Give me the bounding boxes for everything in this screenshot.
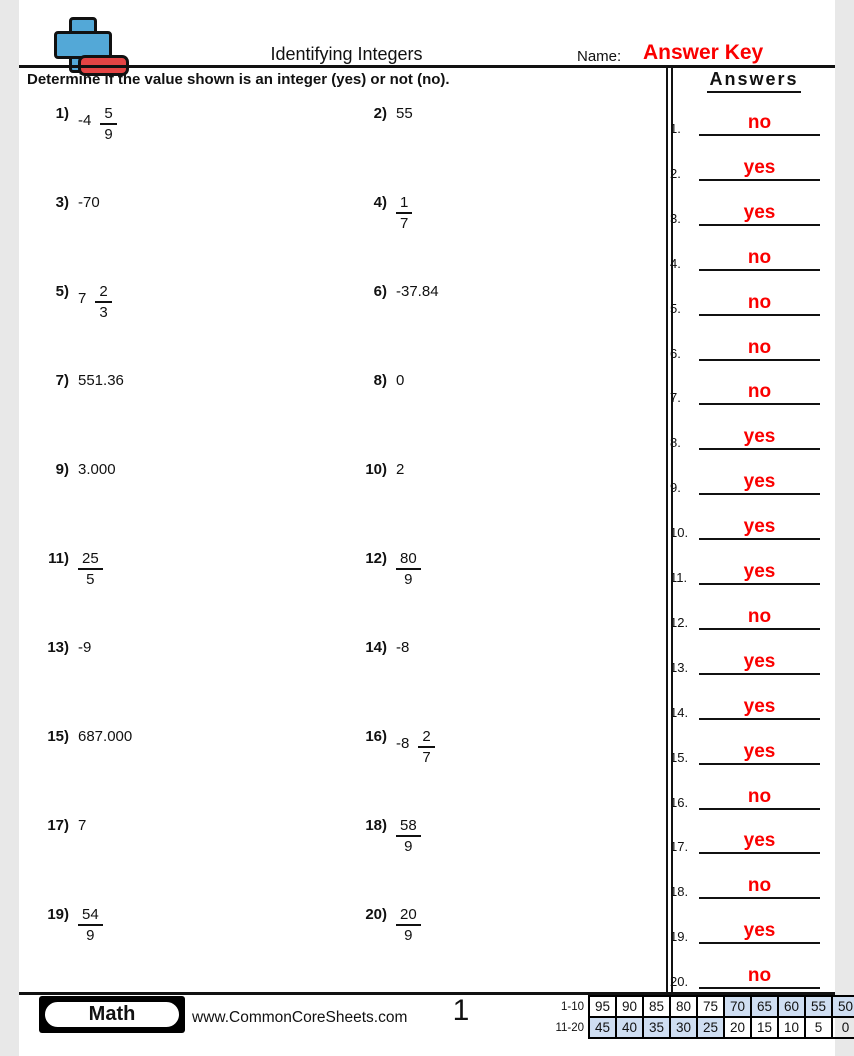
answer-number: 3. (670, 211, 681, 226)
fraction (396, 194, 412, 232)
answer-number: 10. (670, 525, 689, 540)
answer-value: yes (743, 516, 776, 537)
problem-value: -8 (396, 639, 410, 656)
problem-3 (39, 194, 100, 211)
answer-blank-line (699, 697, 820, 720)
grade-cell: 25 (697, 1017, 724, 1038)
grade-cell: 60 (778, 996, 805, 1017)
answer-number: 7. (670, 390, 681, 405)
answer-row-12 (670, 607, 820, 630)
problem-number: 5) (55, 283, 69, 300)
answer-value: yes (743, 202, 776, 223)
answer-value: no (747, 112, 772, 133)
answer-value: yes (743, 741, 776, 762)
fraction-denominator: 9 (404, 838, 413, 855)
problem-number: 18) (365, 817, 387, 834)
answer-blank-line (699, 517, 820, 540)
grade-cell: 75 (697, 996, 724, 1017)
answer-blank-line (699, 876, 820, 899)
fraction (95, 283, 111, 321)
answer-blank-line (699, 203, 820, 226)
problem-8 (357, 372, 404, 389)
answer-number: 14. (670, 705, 689, 720)
answer-value: no (747, 337, 772, 358)
problem-value: 687.000 (78, 728, 133, 745)
website-url: www.CommonCoreSheets.com (192, 1009, 408, 1026)
grade-cell: 30 (670, 1017, 697, 1038)
answer-value: yes (743, 561, 776, 582)
answer-row-4 (670, 248, 820, 271)
answer-value: yes (743, 651, 776, 672)
problem-5 (39, 283, 112, 321)
problem-18 (357, 817, 421, 855)
answer-blank-line (699, 787, 820, 810)
answer-blank-line (699, 293, 820, 316)
answer-value: no (747, 606, 772, 627)
problem-value: 55 (396, 105, 413, 122)
problem-14 (357, 639, 409, 656)
problem-20 (357, 906, 421, 944)
problem-number: 9) (55, 461, 69, 478)
problem-17 (39, 817, 86, 834)
grade-row-2 (547, 1017, 854, 1038)
grade-table (547, 995, 854, 1039)
answer-row-8 (670, 427, 820, 450)
answer-blank-line (699, 158, 820, 181)
fraction (78, 550, 103, 588)
problem-11 (39, 550, 103, 588)
answer-row-16 (670, 787, 820, 810)
grade-row-label: 1-10 (560, 1000, 584, 1013)
mixed-number-whole: 7 (78, 290, 87, 307)
fraction-numerator: 25 (78, 550, 103, 570)
answer-row-2 (670, 158, 820, 181)
grade-cell: 0 (832, 1017, 854, 1038)
grade-cell: 55 (805, 996, 832, 1017)
problem-number: 11) (48, 550, 69, 567)
problem-10 (357, 461, 404, 478)
fraction-numerator: 2 (95, 283, 111, 303)
answer-blank-line (699, 652, 820, 675)
answers-heading (674, 69, 834, 93)
answers-heading-text: Answers (707, 69, 800, 93)
problem-number: 6) (373, 283, 387, 300)
answer-number: 20. (670, 974, 689, 989)
grade-cell: 40 (616, 1017, 643, 1038)
grade-cell: 15 (751, 1017, 778, 1038)
problem-9 (39, 461, 116, 478)
answer-value: no (747, 875, 772, 896)
answer-number: 17. (670, 839, 689, 854)
header-divider-line (19, 65, 835, 68)
fraction-denominator: 9 (404, 571, 413, 588)
problem-value: -9 (78, 639, 92, 656)
answer-value: no (747, 381, 772, 402)
subject-badge-label: Math (43, 1000, 181, 1029)
answer-blank-line (699, 562, 820, 585)
answer-number: 13. (670, 660, 689, 675)
name-value-answer-key: Answer Key (643, 41, 764, 64)
problem-12 (357, 550, 421, 588)
answer-value: no (747, 247, 772, 268)
answer-blank-line (699, 427, 820, 450)
answer-row-3 (670, 203, 820, 226)
answer-number: 9. (670, 480, 681, 495)
problem-13 (39, 639, 91, 656)
answer-row-18 (670, 876, 820, 899)
problem-number: 15) (47, 728, 69, 745)
answer-row-7 (670, 382, 820, 405)
problem-number: 1) (55, 105, 69, 122)
answer-value: no (747, 292, 772, 313)
answer-number: 11. (670, 570, 688, 585)
answer-value: yes (743, 157, 776, 178)
answer-blank-line (699, 607, 820, 630)
fraction-numerator: 54 (78, 906, 103, 926)
answer-number: 2. (670, 166, 681, 181)
problem-number: 2) (373, 105, 387, 122)
answer-value: yes (743, 830, 776, 851)
problem-value: 0 (396, 372, 405, 389)
worksheet-title: Identifying Integers (270, 44, 423, 64)
answer-row-15 (670, 742, 820, 765)
answer-blank-line (699, 338, 820, 361)
problem-number: 17) (47, 817, 69, 834)
fraction-denominator: 7 (422, 749, 431, 766)
answer-blank-line (699, 831, 820, 854)
problem-number: 20) (365, 906, 387, 923)
problem-19 (39, 906, 103, 944)
answer-row-1 (670, 113, 820, 136)
fraction-numerator: 20 (396, 906, 421, 926)
answer-value: no (747, 786, 772, 807)
answer-number: 5. (670, 301, 681, 316)
problem-number: 10) (365, 461, 387, 478)
fraction (396, 550, 421, 588)
answer-number: 1. (670, 121, 681, 136)
fraction-numerator: 1 (396, 194, 412, 214)
answer-blank-line (699, 472, 820, 495)
fraction-numerator: 80 (396, 550, 421, 570)
problem-value: 2 (396, 461, 405, 478)
name-label: Name: (577, 48, 622, 65)
answer-row-10 (670, 517, 820, 540)
answer-row-19 (670, 921, 820, 944)
answer-blank-line (699, 382, 820, 405)
instruction-text: Determine if the value shown is an integer (yes) or not (no). (27, 71, 450, 88)
fraction (396, 906, 421, 944)
answer-row-17 (670, 831, 820, 854)
grade-cell: 85 (643, 996, 670, 1017)
problem-value: -70 (78, 194, 100, 211)
problem-value: -37.84 (396, 283, 439, 300)
problem-number: 8) (373, 372, 387, 389)
answer-row-6 (670, 338, 820, 361)
fraction (418, 728, 434, 766)
answer-value: no (747, 965, 772, 986)
answers-divider-line-outer (666, 68, 668, 993)
grade-cell: 90 (616, 996, 643, 1017)
answer-blank-line (699, 248, 820, 271)
problem-number: 13) (47, 639, 69, 656)
worksheet-page (19, 0, 854, 1056)
fraction-denominator: 9 (104, 126, 113, 143)
problem-2 (357, 105, 413, 122)
mixed-number-whole: -4 (78, 112, 92, 129)
fraction (78, 906, 103, 944)
fraction-denominator: 3 (99, 304, 108, 321)
answer-blank-line (699, 966, 820, 989)
answer-row-20 (670, 966, 820, 989)
answer-value: yes (743, 471, 776, 492)
fraction (396, 817, 421, 855)
problem-number: 7) (55, 372, 69, 389)
fraction-denominator: 7 (400, 215, 409, 232)
grade-cell: 5 (805, 1017, 832, 1038)
answer-blank-line (699, 921, 820, 944)
problem-number: 19) (47, 906, 69, 923)
fraction-denominator: 5 (86, 571, 95, 588)
mixed-number-whole: -8 (396, 735, 410, 752)
answer-value: yes (743, 696, 776, 717)
fraction-numerator: 5 (100, 105, 116, 125)
grade-cell: 70 (724, 996, 751, 1017)
problem-number: 12) (365, 550, 387, 567)
grade-row-1 (547, 996, 854, 1017)
subject-badge (39, 996, 185, 1033)
answer-row-11 (670, 562, 820, 585)
problem-15 (39, 728, 132, 745)
answer-blank-line (699, 113, 820, 136)
grade-row-label: 11-20 (555, 1021, 584, 1034)
problem-number: 4) (373, 194, 387, 211)
answer-blank-line (699, 742, 820, 765)
problem-value: 551.36 (78, 372, 124, 389)
answer-number: 16. (670, 795, 689, 810)
answer-number: 12. (670, 615, 689, 630)
grade-cell: 45 (589, 1017, 616, 1038)
answer-row-5 (670, 293, 820, 316)
problem-value: 3.000 (78, 461, 116, 478)
answer-number: 6. (670, 346, 681, 361)
answer-row-14 (670, 697, 820, 720)
fraction-denominator: 9 (404, 927, 413, 944)
problem-16 (357, 728, 435, 766)
answer-row-13 (670, 652, 820, 675)
grade-cell: 20 (724, 1017, 751, 1038)
problem-1 (39, 105, 117, 143)
page-number: 1 (452, 994, 470, 1027)
fraction-numerator: 58 (396, 817, 421, 837)
problem-number: 16) (365, 728, 387, 745)
grade-cell: 10 (778, 1017, 805, 1038)
grade-cell: 80 (670, 996, 697, 1017)
answer-value: yes (743, 426, 776, 447)
problem-number: 14) (365, 639, 387, 656)
answer-row-9 (670, 472, 820, 495)
answer-number: 8. (670, 435, 681, 450)
problem-6 (357, 283, 439, 300)
answer-number: 18. (670, 884, 689, 899)
answer-value: yes (743, 920, 776, 941)
fraction (100, 105, 116, 143)
problem-4 (357, 194, 412, 232)
grade-cell: 35 (643, 1017, 670, 1038)
problem-value: 7 (78, 817, 87, 834)
problem-7 (39, 372, 124, 389)
answer-number: 4. (670, 256, 681, 271)
answer-number: 19. (670, 929, 689, 944)
answer-number: 15. (670, 750, 689, 765)
grade-cell: 50 (832, 996, 854, 1017)
grade-cell: 95 (589, 996, 616, 1017)
problem-number: 3) (55, 194, 69, 211)
fraction-numerator: 2 (418, 728, 434, 748)
grade-cell: 65 (751, 996, 778, 1017)
fraction-denominator: 9 (86, 927, 95, 944)
